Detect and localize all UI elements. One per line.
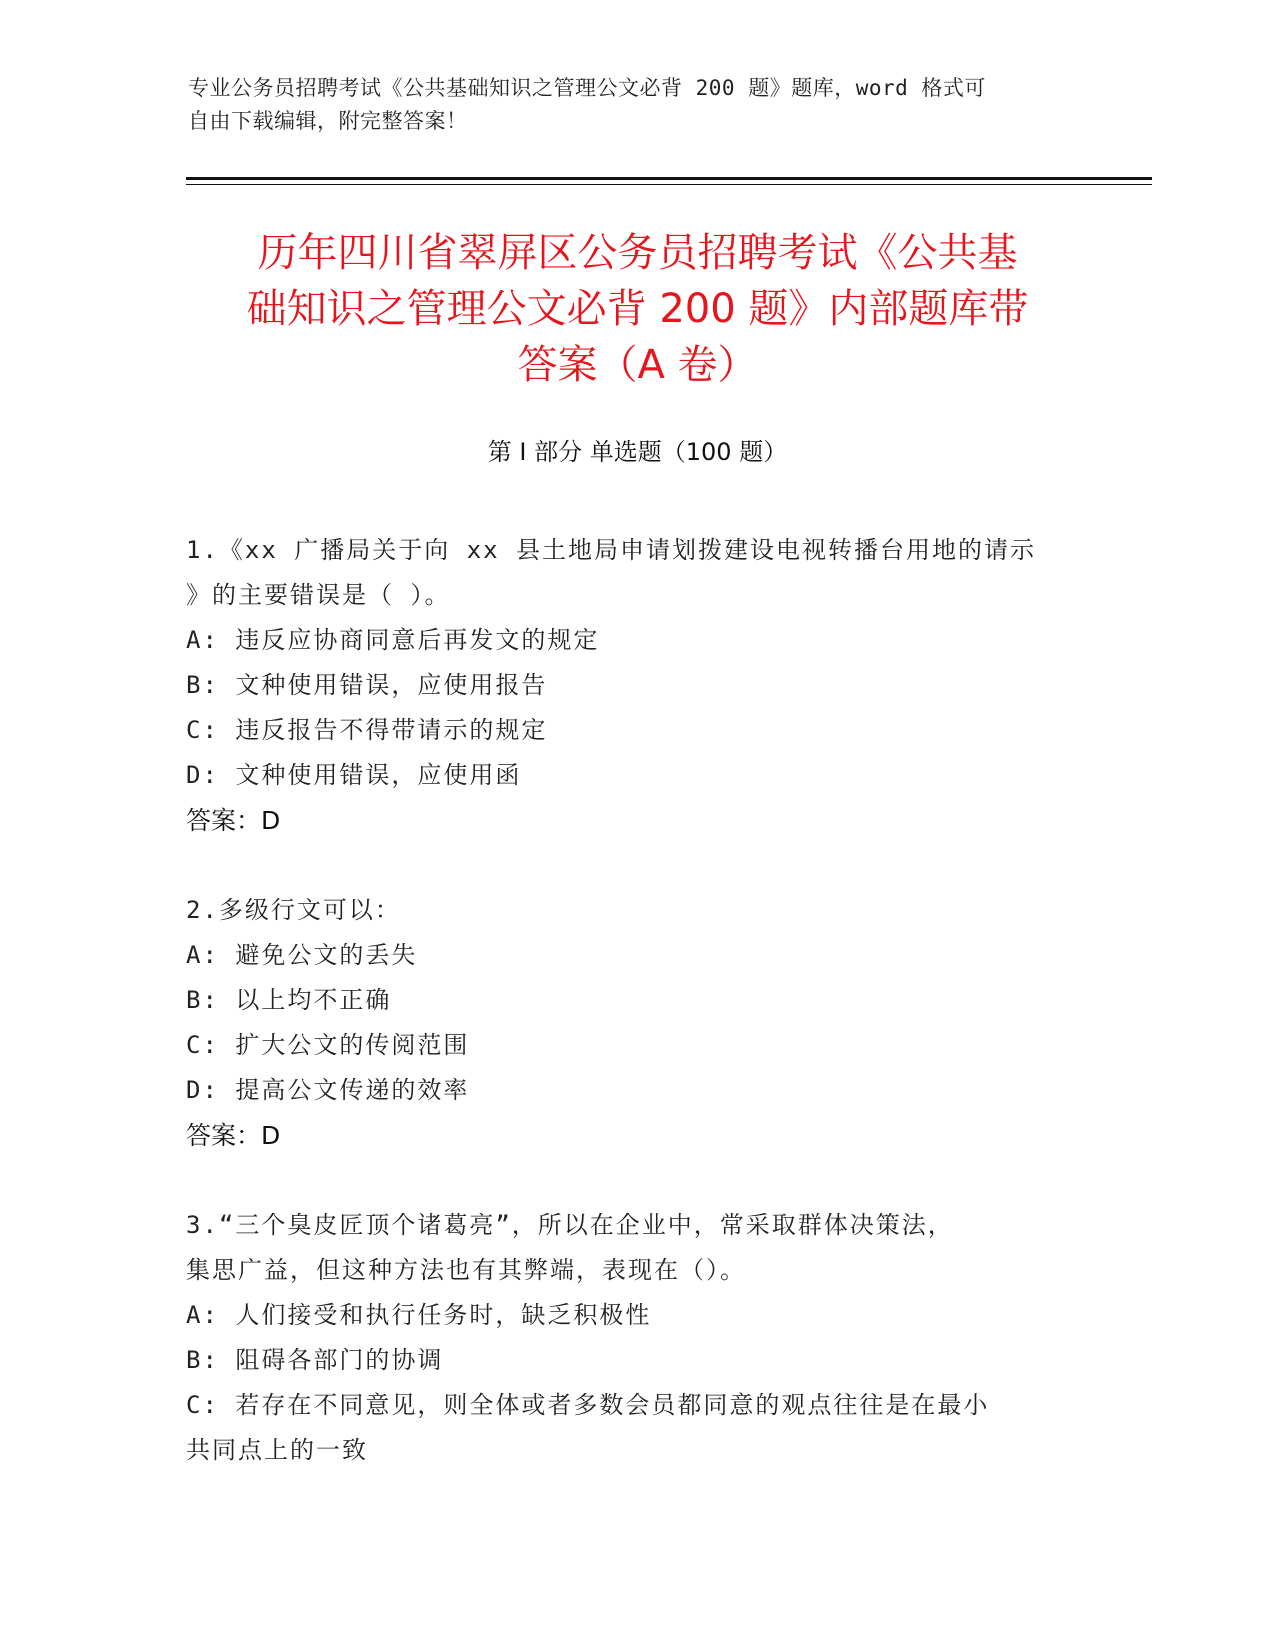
question-stem: 3.“三个臭皮匠顶个诸葛亮”，所以在企业中，常采取群体决策法， (186, 1211, 954, 1239)
header-note-line: 专业公务员招聘考试《公共基础知识之管理公文必背 200 题》题库，word 格式可 (188, 76, 986, 100)
question-stem: 》的主要错误是（ ）。 (186, 581, 451, 609)
option-c: C: 扩大公文的传阅范围 (186, 1031, 470, 1059)
option-a: A: 避免公文的丢失 (186, 941, 418, 969)
option-c-continued: 共同点上的一致 (186, 1436, 368, 1464)
option-b: B: 文种使用错误，应使用报告 (186, 671, 548, 699)
option-c: C: 违反报告不得带请示的规定 (186, 716, 548, 744)
header-divider-thin (186, 184, 1152, 185)
question-stem: 1.《xx 广播局关于向 xx 县土地局申请划拨建设电视转播台用地的请示 (186, 536, 1037, 564)
question-item (186, 1203, 1086, 1473)
section-heading: 第 I 部分 单选题（100 题） (487, 438, 788, 466)
document-title (195, 225, 1080, 393)
question-item (186, 888, 1086, 1159)
option-c: C: 若存在不同意见，则全体或者多数会员都同意的观点往往是在最小 (186, 1391, 990, 1419)
question-stem: 集思广益，但这种方法也有其弊端，表现在（）。 (186, 1256, 746, 1284)
option-a: A: 人们接受和执行任务时，缺乏积极性 (186, 1301, 652, 1329)
answer: 答案：D (186, 1121, 281, 1150)
answer: 答案：D (186, 806, 281, 835)
question-list (186, 528, 1086, 1517)
header-note-line: 自由下载编辑，附完整答案！ (188, 109, 468, 133)
option-d: D: 文种使用错误，应使用函 (186, 761, 522, 789)
header-divider-thick (186, 177, 1152, 180)
title-line: 答案（A 卷） (517, 342, 758, 388)
option-a: A: 违反应协商同意后再发文的规定 (186, 626, 600, 654)
header-note (188, 72, 1068, 138)
option-b: B: 阻碍各部门的协调 (186, 1346, 444, 1374)
question-stem: 2.多级行文可以： (186, 896, 401, 924)
option-b: B: 以上均不正确 (186, 986, 392, 1014)
title-line: 础知识之管理公文必背 200 题》内部题库带 (246, 286, 1029, 332)
question-item (186, 528, 1086, 844)
option-d: D: 提高公文传递的效率 (186, 1076, 470, 1104)
title-line: 历年四川省翠屏区公务员招聘考试《公共基 (257, 230, 1018, 276)
